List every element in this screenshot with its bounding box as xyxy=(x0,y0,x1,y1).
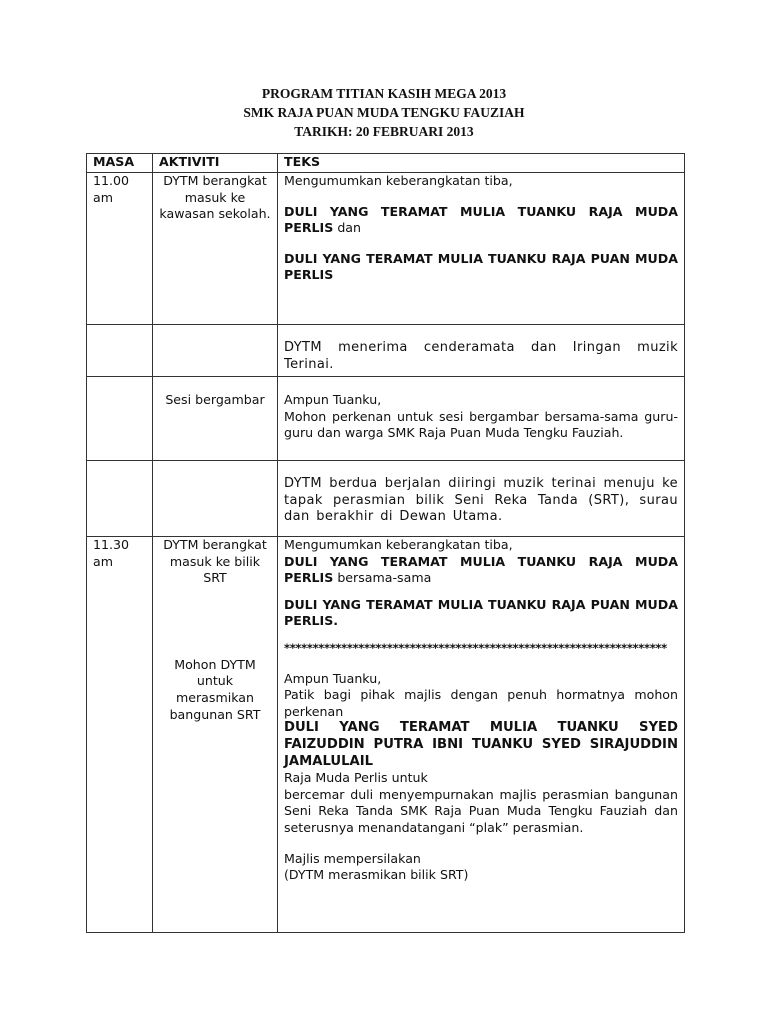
announcement-intro: Mengumumkan keberangkatan tiba, xyxy=(284,537,513,552)
table-row xyxy=(87,537,685,933)
aktiviti-cell: Sesi bergambar xyxy=(153,377,278,461)
ampun-tuanku-text: Ampun Tuanku, xyxy=(284,392,382,407)
aktiviti-berangkat-srt: DYTM berangkat masuk ke bilik SRT xyxy=(163,537,267,586)
column-header-aktiviti: AKTIVITI xyxy=(153,154,278,173)
masa-cell: 11.30 am xyxy=(87,537,153,933)
perarakan-text: DYTM berdua berjalan diiringi muzik terinai menuju ke tapak perasmian bilik Seni Reka Tanda (SRT), surau dan berakhir di Dewan Utama. xyxy=(284,476,678,525)
school-name: SMK RAJA PUAN MUDA TENGKU FAUZIAH xyxy=(243,105,525,120)
teks-cell xyxy=(278,173,685,325)
perasmian-note: (DYTM merasmikan bilik SRT) xyxy=(284,867,469,883)
aktiviti-cell xyxy=(153,461,278,537)
column-header-teks: TEKS xyxy=(278,154,685,173)
announcement-syed-faizuddin: DULI YANG TERAMAT MULIA TUANKU SYED FAIZUDDIN PUTRA IBNI TUANKU SYED SIRAJUDDIN JAMALULAIL xyxy=(284,720,678,769)
perasmian-text: bercemar duli menyempurnakan majlis perasmian bangunan Seni Reka Tanda SMK Raja Puan Muda Tengku Fauziah dan seterusnya menandatangani “plak” perasmian. xyxy=(284,786,678,835)
program-date: TARIKH: 20 FEBRUARI 2013 xyxy=(294,124,474,139)
announcement-intro: Mengumumkan keberangkatan tiba, xyxy=(284,173,513,188)
teks-cell xyxy=(278,461,685,537)
teks-cell xyxy=(278,377,685,461)
aktiviti-cell xyxy=(153,325,278,377)
teks-cell xyxy=(278,537,685,933)
table-row xyxy=(87,377,685,461)
masa-cell xyxy=(87,325,153,377)
document-header xyxy=(0,84,768,141)
patik-text: Patik bagi pihak majlis dengan penuh hormatnya mohon perkenan xyxy=(284,687,678,719)
masa-cell xyxy=(87,377,153,461)
masa-cell: 11.00 am xyxy=(87,173,153,325)
majlis-mempersilakan-text: Majlis mempersilakan xyxy=(284,850,421,866)
sesi-bergambar-text: Mohon perkenan untuk sesi bergambar bersama-sama guru-guru dan warga SMK Raja Puan Muda Tengku Fauziah. xyxy=(284,408,678,441)
announcement-raja-muda: DULI YANG TERAMAT MULIA TUANKU RAJA MUDA PERLIS dan xyxy=(284,203,678,236)
separator-stars: ******************************************************************* xyxy=(284,640,667,655)
table-row xyxy=(87,461,685,537)
aktiviti-cell: DYTM berangkat masuk ke kawasan sekolah. xyxy=(153,173,278,325)
program-title: PROGRAM TITIAN KASIH MEGA 2013 xyxy=(261,86,507,101)
table-header-row xyxy=(87,154,685,173)
masa-cell xyxy=(87,461,153,537)
column-header-masa: MASA xyxy=(87,154,153,173)
announcement-raja-muda: DULI YANG TERAMAT MULIA TUANKU RAJA MUDA PERLIS bersama-sama xyxy=(284,553,678,586)
teks-cell xyxy=(278,325,685,377)
program-table xyxy=(86,153,685,933)
table-row xyxy=(87,325,685,377)
raja-muda-text: Raja Muda Perlis untuk xyxy=(284,770,428,786)
announcement-raja-puan-muda: DULI YANG TERAMAT MULIA TUANKU RAJA PUAN MUDA PERLIS. xyxy=(284,596,678,629)
cenderamata-text: DYTM menerima cenderamata dan Iringan muzik Terinai. xyxy=(284,340,678,372)
table-row xyxy=(87,173,685,325)
aktiviti-perasmian: Mohon DYTM untuk merasmikan bangunan SRT xyxy=(169,656,261,722)
ampun-tuanku-text: Ampun Tuanku, xyxy=(284,670,382,686)
announcement-raja-puan-muda: DULI YANG TERAMAT MULIA TUANKU RAJA PUAN MUDA PERLIS xyxy=(284,250,678,283)
aktiviti-cell xyxy=(153,537,278,933)
